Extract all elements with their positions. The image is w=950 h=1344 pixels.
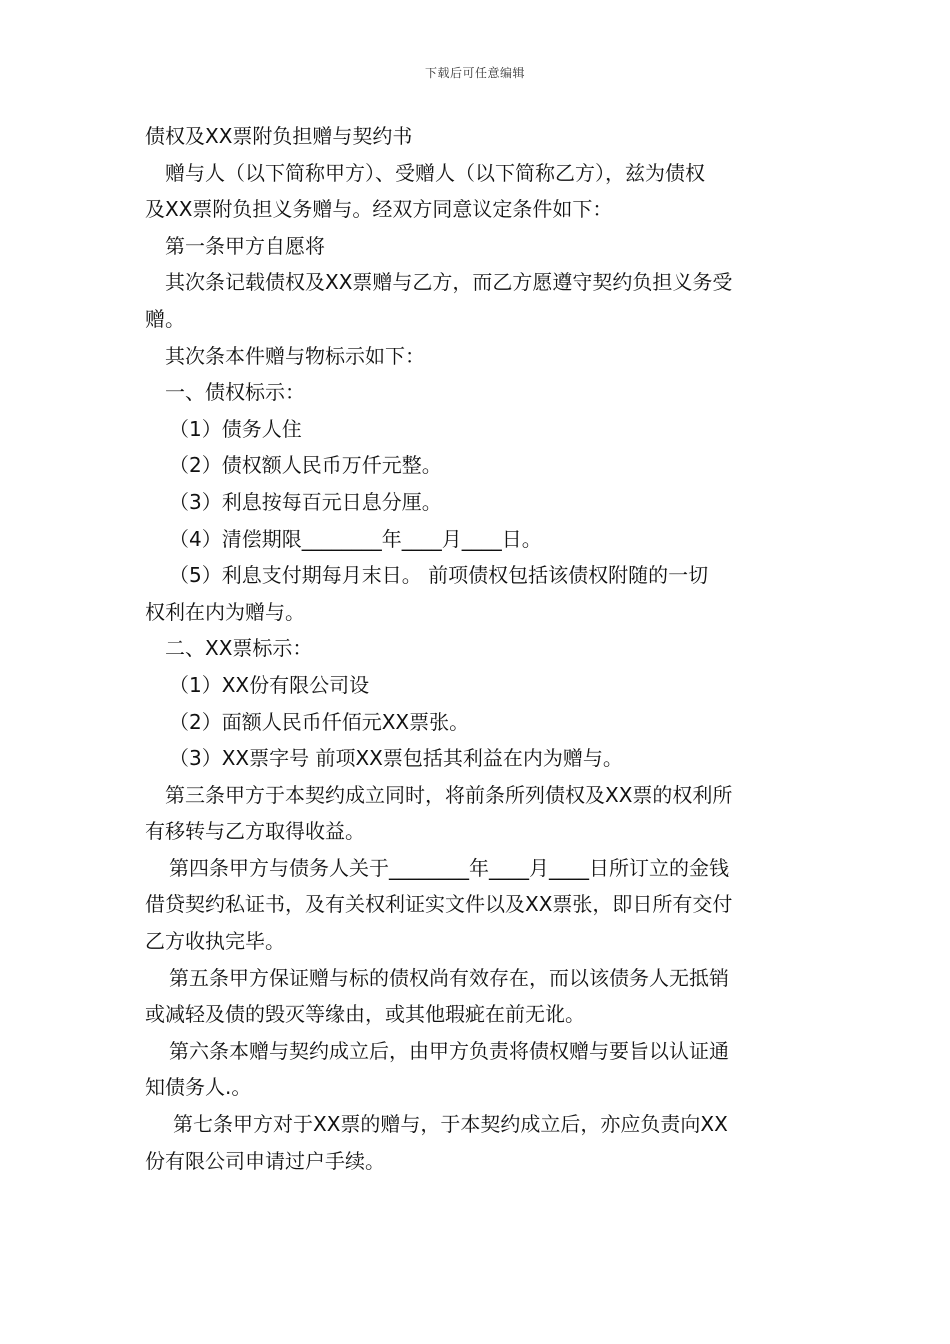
text-line: 知债务人.。 (145, 1075, 252, 1100)
text-line: （3）XX票字号 前项XX票包括其利益在内为赠与。 (169, 746, 623, 771)
text-line: 借贷契约私证书，及有关权利证实文件以及XX票张，即日所有交付 (145, 892, 733, 917)
text-line: （2）债权额人民币万仟元整。 (169, 453, 442, 478)
text-line: （3）利息按每百元日息分厘。 (169, 489, 442, 514)
text-line: （1）债务人住 (169, 416, 302, 441)
document-body (145, 118, 807, 1179)
text-line: 乙方收执完毕。 (145, 929, 285, 954)
text-line: 一、债权标示： (165, 380, 305, 405)
document-title: 债权及XX票附负担赠与契约书 (145, 124, 413, 148)
text-line: 第六条本赠与契约成立后，由甲方负责将债权赠与要旨以认证通 (169, 1038, 729, 1063)
text-line: 第三条甲方于本契约成立同时，将前条所列债权及XX票的权利所 (165, 782, 733, 807)
header-note: 下载后可任意编辑 (424, 66, 525, 80)
text-line: （5）利息支付期每月末日。 前项债权包括该债权附随的一切 (169, 563, 709, 588)
text-line: 及XX票附负担义务赠与。经双方同意议定条件如下： (145, 197, 613, 222)
text-line: （2）面额人民币仟佰元XX票张。 (169, 709, 470, 734)
text-line: 第五条甲方保证赠与标的债权尚有效存在，而以该债务人无抵销 (169, 965, 729, 990)
text-line: 有移转与乙方取得收益。 (145, 819, 365, 844)
text-line: 赠与人（以下简称甲方）、受赠人（以下简称乙方），兹为债权 (165, 160, 705, 185)
text-line: （1）XX份有限公司设 (169, 672, 370, 697)
text-line: 其次条本件赠与物标示如下： (165, 343, 425, 368)
text-line: 第四条甲方与债务人关于________年____月____日所订立的金钱 (169, 855, 729, 880)
text-line: 份有限公司申请过户手续。 (145, 1148, 385, 1173)
text-line: 第七条甲方对于XX票的赠与，于本契约成立后，亦应负责向XX (173, 1112, 728, 1137)
text-line: 第一条甲方自愿将 (165, 233, 325, 258)
text-line: 或减轻及债的毁灭等缘由，或其他瑕疵在前无讹。 (145, 1002, 585, 1027)
text-line: （4）清偿期限________年____月____日。 (169, 526, 542, 551)
text-line: 权利在内为赠与。 (145, 599, 305, 624)
text-line: 其次条记载债权及XX票赠与乙方，而乙方愿遵守契约负担义务受 (165, 270, 733, 295)
text-line: 二、XX票标示： (165, 636, 313, 661)
text-line: 赠。 (145, 306, 185, 331)
